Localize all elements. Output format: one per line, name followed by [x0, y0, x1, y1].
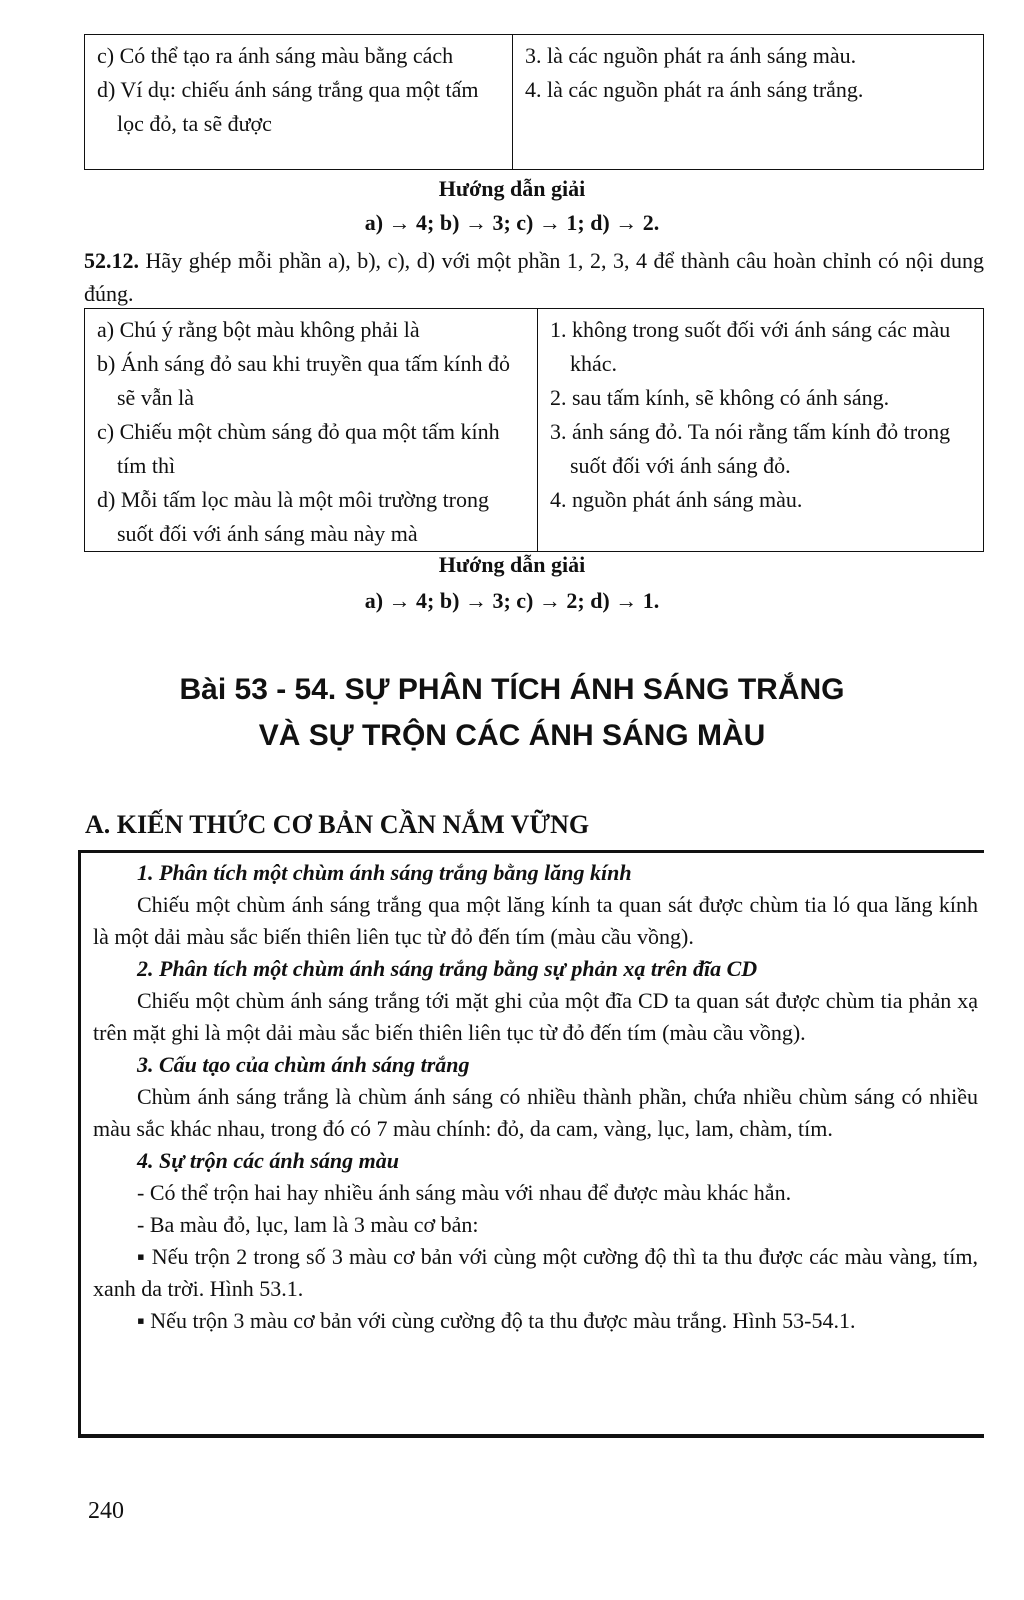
guide-title: Hướng dẫn giải: [438, 552, 586, 577]
table-cell-left: [85, 35, 513, 170]
page-number: 240: [88, 1498, 124, 1524]
bullet-item: ▪ Nếu trộn 3 màu cơ bản với cùng cường độ ta thu được màu trắng. Hình 53-54.1.: [137, 1308, 856, 1333]
table-cell-right: [513, 35, 984, 170]
exercise-text: Hãy ghép mỗi phần a), b), c), d) với một phần 1, 2, 3, 4 để thành câu hoàn chỉnh có nội dung đúng.: [84, 248, 985, 306]
paragraph: - Có thể trộn hai hay nhiều ánh sáng màu với nhau để được màu khác hẳn.: [137, 1180, 792, 1205]
list-item: d) Mỗi tấm lọc màu là một môi trường trong suốt đối với ánh sáng màu này mà: [97, 487, 490, 546]
list-item: c) Chiếu một chùm sáng đỏ qua một tấm kính tím thì: [97, 419, 500, 478]
paragraph: Chùm ánh sáng trắng là chùm ánh sáng có nhiều thành phần, chứa nhiều chùm sáng có nhiều màu sắc khác nhau, trong đó có 7 màu chính: đỏ, da cam, vàng, lục, lam, chàm, tím.: [93, 1084, 978, 1141]
table-row: [85, 309, 984, 552]
knowledge-box: [78, 850, 984, 1438]
subheading: 1. Phân tích một chùm ánh sáng trắng bằng lăng kính: [137, 860, 632, 885]
list-item: 2. sau tấm kính, sẽ không có ánh sáng.: [550, 385, 890, 410]
list-item: a) Chú ý rằng bột màu không phải là: [97, 317, 420, 342]
exercise-number: 52.12.: [84, 248, 139, 273]
lesson-title-line-1: Bài 53 - 54. SỰ PHÂN TÍCH ÁNH SÁNG TRẮNG: [179, 673, 845, 706]
paragraph: Chiếu một chùm ánh sáng trắng qua một lăng kính ta quan sát được chùm tia ló qua lăng kính là một dải màu sắc biến thiên liên tục từ đỏ đến tím (màu cầu vồng).: [93, 892, 978, 949]
paragraph: Chiếu một chùm ánh sáng trắng tới mặt ghi của một đĩa CD ta quan sát được chùm tia phản xạ trên mặt ghi là một dải màu sắc biến thiên liên tục từ đỏ đến tím (màu cầu vồng).: [93, 988, 978, 1045]
guide-title: Hướng dẫn giải: [438, 176, 586, 201]
subheading: 3. Cấu tạo của chùm ánh sáng trắng: [137, 1052, 470, 1077]
list-item: d) Ví dụ: chiếu ánh sáng trắng qua một tấm lọc đỏ, ta sẽ được: [97, 77, 479, 136]
table-cell-right: [538, 309, 984, 552]
list-item: 4. nguồn phát ánh sáng màu.: [550, 487, 803, 512]
guide-answer: a) → 4; b) → 3; c) → 1; d) → 2.: [364, 210, 660, 235]
section-heading: A. KIẾN THỨC CƠ BẢN CẦN NẮM VỮNG: [85, 810, 590, 839]
list-item: 4. là các nguồn phát ra ánh sáng trắng.: [525, 77, 864, 102]
subheading: 2. Phân tích một chùm ánh sáng trắng bằng sự phản xạ trên đĩa CD: [137, 956, 758, 981]
guide-answer: a) → 4; b) → 3; c) → 2; d) → 1.: [364, 588, 660, 613]
matching-table-1: [84, 34, 984, 170]
list-item: 3. ánh sáng đỏ. Ta nói rằng tấm kính đỏ trong suốt đối với ánh sáng đỏ.: [550, 419, 951, 478]
table-row: [85, 35, 984, 170]
matching-table-2: [84, 308, 984, 552]
table-cell-left: [85, 309, 538, 552]
list-item: c) Có thể tạo ra ánh sáng màu bằng cách: [97, 43, 454, 68]
bullet-item: ▪ Nếu trộn 2 trong số 3 màu cơ bản với cùng một cường độ thì ta thu được các màu vàng, tím, xanh da trời. Hình 53.1.: [93, 1244, 978, 1301]
exercise-prompt: [84, 244, 984, 310]
list-item: b) Ánh sáng đỏ sau khi truyền qua tấm kính đỏ sẽ vẫn là: [97, 351, 511, 410]
subheading: 4. Sự trộn các ánh sáng màu: [137, 1148, 399, 1173]
list-item: 3. là các nguồn phát ra ánh sáng màu.: [525, 43, 857, 68]
list-item: 1. không trong suốt đối với ánh sáng các màu khác.: [550, 317, 951, 376]
lesson-title-line-2: VÀ SỰ TRỘN CÁC ÁNH SÁNG MÀU: [258, 719, 766, 752]
paragraph: - Ba màu đỏ, lục, lam là 3 màu cơ bản:: [137, 1212, 479, 1237]
